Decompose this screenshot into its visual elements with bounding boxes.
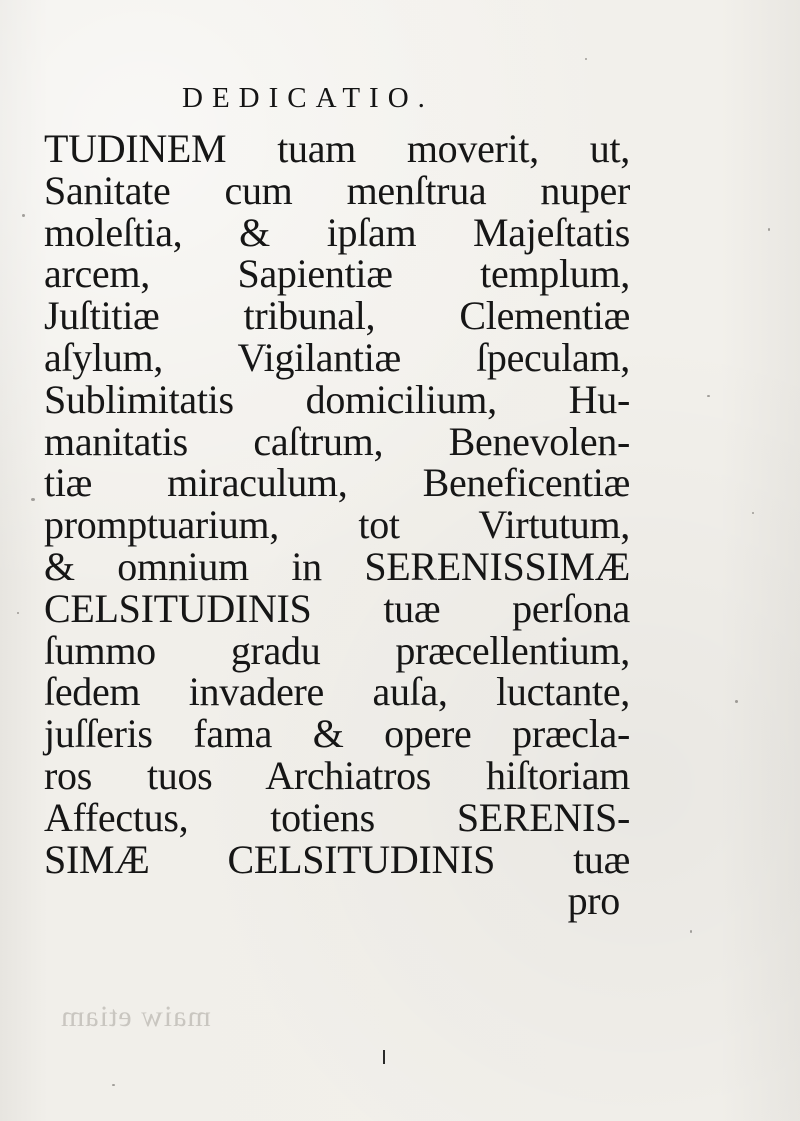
- text-line: aſylum, Vigilantiæ ſpeculam,: [44, 334, 630, 380]
- text-line: Sanitate cum menſtrua nuper: [44, 167, 630, 213]
- paper-speck: [690, 930, 692, 933]
- paper-speck: [707, 395, 710, 397]
- text-line: & omnium in SERENISSIMÆ: [44, 543, 630, 589]
- text-line: manitatis caſtrum, Benevolen-: [44, 418, 630, 464]
- text-line: TUDINEM tuam moverit, ut,: [44, 126, 630, 171]
- paper-speck: [768, 228, 770, 231]
- text-line: ſummo gradu præcellentium,: [44, 627, 630, 673]
- text-line: ſedem invadere auſa, luctante,: [44, 669, 630, 715]
- text-line: moleſtia, & ipſam Majeſtatis: [44, 209, 630, 255]
- paper-speck: [31, 498, 35, 501]
- text-line: arcem, Sapientiæ templum,: [44, 251, 630, 297]
- paper-speck: [17, 612, 19, 614]
- text-line: tiæ miraculum, Beneficentiæ: [44, 460, 630, 506]
- paper-speck: [22, 214, 25, 217]
- text-line: juſſeris fama & opere præcla-: [44, 711, 630, 757]
- paper-speck: [112, 1084, 115, 1086]
- paper-speck: [735, 700, 738, 703]
- signature-mark: [383, 1050, 385, 1064]
- text-line: Juſtitiæ tribunal, Clementiæ: [44, 293, 630, 339]
- running-head: DEDICATIO.: [182, 82, 434, 114]
- catchword: pro: [567, 878, 620, 924]
- text-line: Affectus, totiens SERENIS-: [44, 794, 630, 840]
- text-line: ros tuos Archiatros hiſtoriam: [44, 752, 630, 798]
- text-line: promptuarium, tot Virtutum,: [44, 502, 630, 548]
- text-line: SIMÆ CELSITUDINIS tuæ: [44, 836, 630, 882]
- text-line: CELSITUDINIS tuæ perſona: [44, 585, 630, 631]
- bleed-through-text: maiw etiam: [60, 1000, 211, 1033]
- paper-speck: [585, 58, 587, 60]
- text-line: Sublimitatis domicilium, Hu-: [44, 376, 630, 422]
- paper-speck: [752, 512, 754, 514]
- dedication-text: [44, 128, 630, 922]
